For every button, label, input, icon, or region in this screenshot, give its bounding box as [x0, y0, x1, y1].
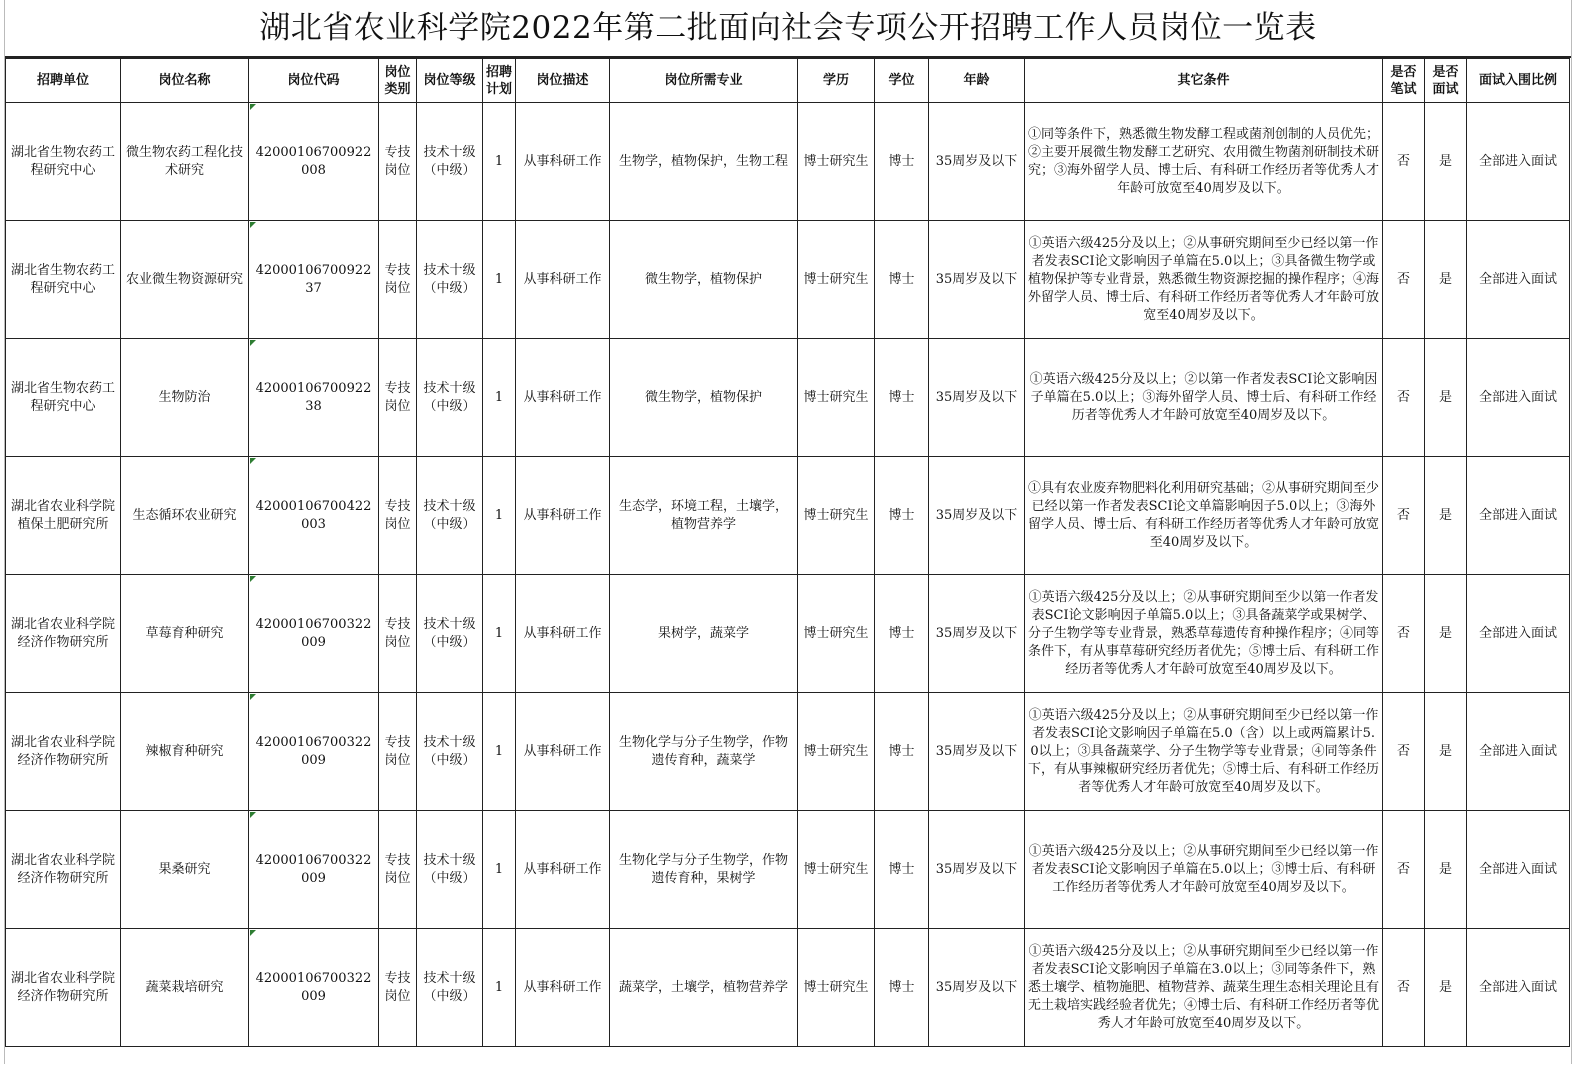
cell-other[interactable]: ①英语六级425分及以上；②从事研究期间至少已经以第一作者发表SCI论文影响因子单篇在5.0以上；③博士后、有科研工作经历者等优秀人才年龄可放宽至40周岁及以下。 — [1025, 811, 1383, 929]
cell-interview-ratio[interactable]: 全部进入面试 — [1467, 221, 1570, 339]
cell-post-code-text: 4200010670092238 — [255, 380, 372, 414]
table-row — [6, 103, 1570, 221]
table-row — [6, 221, 1570, 339]
cell-education[interactable]: 博士研究生 — [798, 929, 875, 1047]
cell-degree[interactable]: 博士 — [875, 929, 929, 1047]
cell-comment-marker-icon — [250, 104, 256, 110]
cell-description[interactable]: 从事科研工作 — [516, 339, 610, 457]
cell-interview-ratio[interactable]: 全部进入面试 — [1467, 103, 1570, 221]
cell-interview[interactable]: 是 — [1425, 811, 1467, 929]
cell-written-exam[interactable]: 否 — [1383, 811, 1425, 929]
cell-unit[interactable]: 湖北省农业科学院经济作物研究所 — [6, 811, 121, 929]
cell-plan[interactable]: 1 — [483, 693, 516, 811]
cell-plan[interactable]: 1 — [483, 457, 516, 575]
cell-comment-marker-icon — [250, 576, 256, 582]
cell-plan[interactable]: 1 — [483, 575, 516, 693]
cell-post-code-text: 4200010670092237 — [255, 262, 372, 296]
cell-unit[interactable]: 湖北省农业科学院经济作物研究所 — [6, 575, 121, 693]
cell-education[interactable]: 博士研究生 — [798, 221, 875, 339]
cell-post-level[interactable]: 技术十级（中级） — [417, 693, 483, 811]
header-post-code: 岗位代码 — [249, 59, 379, 103]
cell-interview[interactable]: 是 — [1425, 929, 1467, 1047]
cell-interview[interactable]: 是 — [1425, 103, 1467, 221]
cell-degree[interactable]: 博士 — [875, 457, 929, 575]
header-interview: 是否面试 — [1425, 59, 1467, 103]
cell-post-code-text: 42000106700322009 — [255, 852, 372, 886]
cell-post-category[interactable]: 专技岗位 — [379, 457, 417, 575]
header-plan: 招聘计划 — [483, 59, 516, 103]
cell-other[interactable]: ①具有农业废弃物肥料化利用研究基础；②从事研究期间至少已经以第一作者发表SCI论文单篇影响因子5.0以上；③海外留学人员、博士后、有科研工作经历者等优秀人才年龄可放宽至40周岁及以下。 — [1025, 457, 1383, 575]
cell-unit[interactable]: 湖北省生物农药工程研究中心 — [6, 339, 121, 457]
cell-written-exam[interactable]: 否 — [1383, 221, 1425, 339]
cell-degree[interactable]: 博士 — [875, 221, 929, 339]
cell-plan[interactable]: 1 — [483, 103, 516, 221]
cell-post-category[interactable]: 专技岗位 — [379, 929, 417, 1047]
header-post-name: 岗位名称 — [121, 59, 249, 103]
cell-plan[interactable]: 1 — [483, 339, 516, 457]
cell-other[interactable]: ①英语六级425分及以上；②从事研究期间至少已经以第一作者发表SCI论文影响因子单篇在5.0（含）以上或两篇累计5.0以上；③具备蔬菜学、分子生物学等专业背景；④同等条件下，有从事辣椒研究经历者优先；⑤博士后、有科研工作经历者等优秀人才年龄可放宽至40周岁及以下。 — [1025, 693, 1383, 811]
cell-comment-marker-icon — [250, 340, 256, 346]
cell-degree[interactable]: 博士 — [875, 693, 929, 811]
cell-education[interactable]: 博士研究生 — [798, 339, 875, 457]
table-row — [6, 575, 1570, 693]
cell-comment-marker-icon — [250, 694, 256, 700]
cell-post-name[interactable]: 生物防治 — [121, 339, 249, 457]
cell-age[interactable]: 35周岁及以下 — [929, 339, 1025, 457]
header-row — [6, 59, 1570, 103]
header-education: 学历 — [798, 59, 875, 103]
cell-plan[interactable]: 1 — [483, 929, 516, 1047]
cell-major[interactable]: 生物化学与分子生物学，作物遗传育种，果树学 — [610, 811, 798, 929]
cell-interview[interactable]: 是 — [1425, 339, 1467, 457]
cell-post-code[interactable] — [249, 457, 379, 575]
cell-comment-marker-icon — [250, 930, 256, 936]
cell-degree[interactable]: 博士 — [875, 811, 929, 929]
cell-interview-ratio[interactable]: 全部进入面试 — [1467, 457, 1570, 575]
header-major: 岗位所需专业 — [610, 59, 798, 103]
table-title: 湖北省农业科学院2022年第二批面向社会专项公开招聘工作人员岗位一览表 — [5, 0, 1571, 58]
cell-post-level[interactable]: 技术十级（中级） — [417, 221, 483, 339]
cell-post-code[interactable] — [249, 575, 379, 693]
cell-interview-ratio[interactable]: 全部进入面试 — [1467, 693, 1570, 811]
spreadsheet-page — [4, 0, 1572, 1064]
cell-post-code-text: 42000106700422003 — [255, 498, 372, 532]
cell-major[interactable]: 果树学，蔬菜学 — [610, 575, 798, 693]
cell-education[interactable]: 博士研究生 — [798, 103, 875, 221]
cell-description[interactable]: 从事科研工作 — [516, 811, 610, 929]
header-age: 年龄 — [929, 59, 1025, 103]
table-row — [6, 339, 1570, 457]
cell-major[interactable]: 生物化学与分子生物学，作物遗传育种，蔬菜学 — [610, 693, 798, 811]
cell-education[interactable]: 博士研究生 — [798, 457, 875, 575]
cell-other[interactable]: ①同等条件下，熟悉微生物发酵工程或菌剂创制的人员优先；②主要开展微生物发酵工艺研究、农用微生物菌剂研制技术研究；③海外留学人员、博士后、有科研工作经历者等优秀人才年龄可放宽至40周岁及以下。 — [1025, 103, 1383, 221]
cell-unit[interactable]: 湖北省农业科学院经济作物研究所 — [6, 929, 121, 1047]
cell-description[interactable]: 从事科研工作 — [516, 929, 610, 1047]
table-row — [6, 811, 1570, 929]
cell-major[interactable]: 蔬菜学，土壤学，植物营养学 — [610, 929, 798, 1047]
cell-other[interactable]: ①英语六级425分及以上；②从事研究期间至少已经以第一作者发表SCI论文影响因子单篇在3.0以上；③同等条件下，熟悉土壤学、植物施肥、植物营养、蔬菜生理生态相关理论且有无土栽培实践经验者优先；④博士后、有科研工作经历者等优秀人才年龄可放宽至40周岁及以下。 — [1025, 929, 1383, 1047]
cell-post-name[interactable]: 草莓育种研究 — [121, 575, 249, 693]
cell-post-name[interactable]: 果桑研究 — [121, 811, 249, 929]
cell-other[interactable]: ①英语六级425分及以上；②从事研究期间至少以第一作者发表SCI论文影响因子单篇5.0以上；③具备蔬菜学或果树学、分子生物学等专业背景，熟悉草莓遗传育种操作程序；④同等条件下，有从事草莓研究经历者优先；⑤博士后、有科研工作经历者等优秀人才年龄可放宽至40周岁及以下。 — [1025, 575, 1383, 693]
cell-interview[interactable]: 是 — [1425, 457, 1467, 575]
table-row — [6, 929, 1570, 1047]
cell-post-name[interactable]: 农业微生物资源研究 — [121, 221, 249, 339]
cell-post-level[interactable]: 技术十级（中级） — [417, 103, 483, 221]
cell-major[interactable]: 微生物学，植物保护 — [610, 339, 798, 457]
cell-education[interactable]: 博士研究生 — [798, 693, 875, 811]
cell-post-category[interactable]: 专技岗位 — [379, 103, 417, 221]
cell-post-code-text: 42000106700322009 — [255, 970, 372, 1004]
cell-plan[interactable]: 1 — [483, 221, 516, 339]
cell-description[interactable]: 从事科研工作 — [516, 457, 610, 575]
table-row — [6, 457, 1570, 575]
cell-interview-ratio[interactable]: 全部进入面试 — [1467, 929, 1570, 1047]
cell-description[interactable]: 从事科研工作 — [516, 221, 610, 339]
cell-description[interactable]: 从事科研工作 — [516, 575, 610, 693]
cell-post-name[interactable]: 蔬菜栽培研究 — [121, 929, 249, 1047]
cell-age[interactable]: 35周岁及以下 — [929, 693, 1025, 811]
cell-written-exam[interactable]: 否 — [1383, 575, 1425, 693]
cell-education[interactable]: 博士研究生 — [798, 811, 875, 929]
cell-interview[interactable]: 是 — [1425, 693, 1467, 811]
cell-post-code-text: 42000106700322009 — [255, 616, 372, 650]
cell-post-name[interactable]: 生态循环农业研究 — [121, 457, 249, 575]
cell-post-code-text: 42000106700922008 — [255, 144, 372, 178]
cell-post-category[interactable]: 专技岗位 — [379, 339, 417, 457]
cell-comment-marker-icon — [250, 222, 256, 228]
positions-table — [5, 58, 1570, 1047]
cell-post-name[interactable]: 微生物农药工程化技术研究 — [121, 103, 249, 221]
cell-comment-marker-icon — [250, 812, 256, 818]
cell-degree[interactable]: 博士 — [875, 575, 929, 693]
cell-description[interactable]: 从事科研工作 — [516, 693, 610, 811]
cell-age[interactable]: 35周岁及以下 — [929, 457, 1025, 575]
cell-post-code[interactable] — [249, 221, 379, 339]
cell-plan[interactable]: 1 — [483, 811, 516, 929]
cell-degree[interactable]: 博士 — [875, 103, 929, 221]
cell-unit[interactable]: 湖北省生物农药工程研究中心 — [6, 221, 121, 339]
header-post-level: 岗位等级 — [417, 59, 483, 103]
header-written-exam: 是否笔试 — [1383, 59, 1425, 103]
header-unit: 招聘单位 — [6, 59, 121, 103]
header-interview-ratio: 面试入围比例 — [1467, 59, 1570, 103]
cell-post-category[interactable]: 专技岗位 — [379, 575, 417, 693]
cell-comment-marker-icon — [250, 458, 256, 464]
cell-interview-ratio[interactable]: 全部进入面试 — [1467, 575, 1570, 693]
header-post-category: 岗位类别 — [379, 59, 417, 103]
cell-post-category[interactable]: 专技岗位 — [379, 693, 417, 811]
cell-written-exam[interactable]: 否 — [1383, 693, 1425, 811]
cell-interview-ratio[interactable]: 全部进入面试 — [1467, 811, 1570, 929]
header-other: 其它条件 — [1025, 59, 1383, 103]
cell-other[interactable]: ①英语六级425分及以上；②以第一作者发表SCI论文影响因子单篇在5.0以上；③海外留学人员、博士后、有科研工作经历者等优秀人才年龄可放宽至40周岁及以下。 — [1025, 339, 1383, 457]
cell-degree[interactable]: 博士 — [875, 339, 929, 457]
cell-unit[interactable]: 湖北省农业科学院经济作物研究所 — [6, 693, 121, 811]
cell-post-code[interactable] — [249, 339, 379, 457]
cell-age[interactable]: 35周岁及以下 — [929, 811, 1025, 929]
cell-post-code[interactable] — [249, 929, 379, 1047]
cell-unit[interactable]: 湖北省生物农药工程研究中心 — [6, 103, 121, 221]
cell-post-level[interactable]: 技术十级（中级） — [417, 575, 483, 693]
cell-written-exam[interactable]: 否 — [1383, 457, 1425, 575]
table-row — [6, 693, 1570, 811]
cell-unit[interactable]: 湖北省农业科学院植保土肥研究所 — [6, 457, 121, 575]
cell-interview-ratio[interactable]: 全部进入面试 — [1467, 339, 1570, 457]
cell-age[interactable]: 35周岁及以下 — [929, 103, 1025, 221]
cell-age[interactable]: 35周岁及以下 — [929, 929, 1025, 1047]
header-description: 岗位描述 — [516, 59, 610, 103]
cell-post-category[interactable]: 专技岗位 — [379, 811, 417, 929]
cell-description[interactable]: 从事科研工作 — [516, 103, 610, 221]
cell-post-category[interactable]: 专技岗位 — [379, 221, 417, 339]
cell-written-exam[interactable]: 否 — [1383, 929, 1425, 1047]
table-body — [6, 103, 1570, 1047]
cell-major[interactable]: 微生物学，植物保护 — [610, 221, 798, 339]
cell-age[interactable]: 35周岁及以下 — [929, 221, 1025, 339]
cell-post-code[interactable] — [249, 103, 379, 221]
cell-post-level[interactable]: 技术十级（中级） — [417, 811, 483, 929]
cell-post-code-text: 42000106700322009 — [255, 734, 372, 768]
cell-post-code[interactable] — [249, 811, 379, 929]
cell-post-name[interactable]: 辣椒育种研究 — [121, 693, 249, 811]
cell-major[interactable]: 生态学，环境工程，土壤学，植物营养学 — [610, 457, 798, 575]
header-degree: 学位 — [875, 59, 929, 103]
cell-age[interactable]: 35周岁及以下 — [929, 575, 1025, 693]
cell-written-exam[interactable]: 否 — [1383, 339, 1425, 457]
cell-written-exam[interactable]: 否 — [1383, 103, 1425, 221]
cell-post-level[interactable]: 技术十级（中级） — [417, 929, 483, 1047]
cell-post-level[interactable]: 技术十级（中级） — [417, 339, 483, 457]
cell-post-level[interactable]: 技术十级（中级） — [417, 457, 483, 575]
cell-other[interactable]: ①英语六级425分及以上；②从事研究期间至少已经以第一作者发表SCI论文影响因子单篇在5.0以上；③具备微生物学或植物保护等专业背景，熟悉微生物资源挖掘的操作程序；④海外留学人员、博士后、有科研工作经历者等优秀人才年龄可放宽至40周岁及以下。 — [1025, 221, 1383, 339]
cell-interview[interactable]: 是 — [1425, 221, 1467, 339]
cell-interview[interactable]: 是 — [1425, 575, 1467, 693]
cell-major[interactable]: 生物学，植物保护，生物工程 — [610, 103, 798, 221]
cell-education[interactable]: 博士研究生 — [798, 575, 875, 693]
cell-post-code[interactable] — [249, 693, 379, 811]
